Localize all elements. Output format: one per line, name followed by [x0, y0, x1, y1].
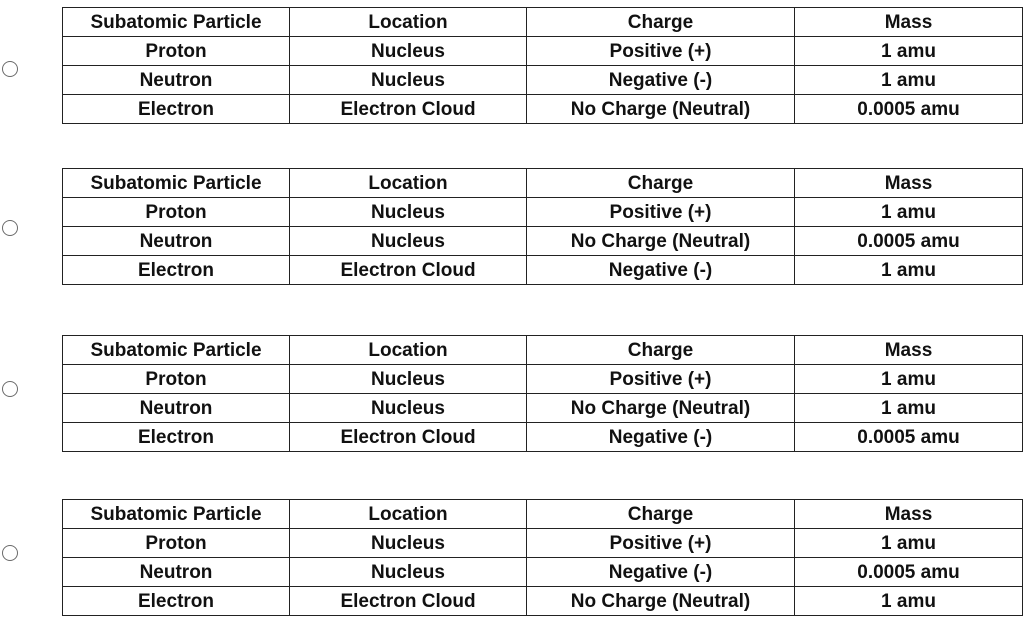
answer-option-d[interactable]	[0, 499, 1024, 617]
table-row	[63, 529, 1023, 558]
header-subatomic-particle: Subatomic Particle	[63, 500, 290, 529]
table-row	[63, 95, 1023, 124]
cell-charge: Positive (+)	[527, 198, 795, 227]
radio-button-d[interactable]	[2, 545, 18, 561]
cell-location: Nucleus	[290, 365, 527, 394]
table-row	[63, 423, 1023, 452]
cell-charge: Negative (-)	[527, 558, 795, 587]
header-location: Location	[290, 169, 527, 198]
header-location: Location	[290, 500, 527, 529]
table-row	[63, 66, 1023, 95]
cell-mass: 1 amu	[795, 66, 1023, 95]
cell-charge: No Charge (Neutral)	[527, 587, 795, 616]
header-charge: Charge	[527, 169, 795, 198]
cell-particle: Electron	[63, 95, 290, 124]
cell-location: Electron Cloud	[290, 95, 527, 124]
table-row	[63, 198, 1023, 227]
radio-button-b[interactable]	[2, 220, 18, 236]
header-charge: Charge	[527, 500, 795, 529]
cell-charge: Negative (-)	[527, 423, 795, 452]
answer-option-b[interactable]	[0, 168, 1024, 286]
cell-particle: Proton	[63, 365, 290, 394]
cell-location: Electron Cloud	[290, 423, 527, 452]
cell-charge: No Charge (Neutral)	[527, 95, 795, 124]
cell-particle: Neutron	[63, 394, 290, 423]
header-subatomic-particle: Subatomic Particle	[63, 336, 290, 365]
cell-mass: 0.0005 amu	[795, 95, 1023, 124]
cell-location: Nucleus	[290, 227, 527, 256]
table-row	[63, 558, 1023, 587]
cell-particle: Electron	[63, 587, 290, 616]
header-location: Location	[290, 336, 527, 365]
cell-charge: No Charge (Neutral)	[527, 227, 795, 256]
cell-charge: Negative (-)	[527, 66, 795, 95]
table-row	[63, 587, 1023, 616]
header-mass: Mass	[795, 8, 1023, 37]
cell-location: Nucleus	[290, 66, 527, 95]
cell-location: Nucleus	[290, 558, 527, 587]
header-subatomic-particle: Subatomic Particle	[63, 169, 290, 198]
table-row	[63, 256, 1023, 285]
cell-particle: Proton	[63, 198, 290, 227]
cell-location: Nucleus	[290, 529, 527, 558]
answer-option-a[interactable]	[0, 7, 1024, 125]
cell-mass: 0.0005 amu	[795, 423, 1023, 452]
cell-mass: 1 amu	[795, 198, 1023, 227]
header-mass: Mass	[795, 169, 1023, 198]
particle-table-a	[62, 7, 1023, 124]
particle-table-c	[62, 335, 1023, 452]
cell-location: Nucleus	[290, 198, 527, 227]
cell-mass: 1 amu	[795, 37, 1023, 66]
cell-charge: Negative (-)	[527, 256, 795, 285]
header-mass: Mass	[795, 500, 1023, 529]
cell-mass: 1 amu	[795, 365, 1023, 394]
radio-button-c[interactable]	[2, 381, 18, 397]
header-subatomic-particle: Subatomic Particle	[63, 8, 290, 37]
table-row	[63, 394, 1023, 423]
header-charge: Charge	[527, 8, 795, 37]
cell-location: Electron Cloud	[290, 256, 527, 285]
cell-charge: No Charge (Neutral)	[527, 394, 795, 423]
cell-particle: Electron	[63, 423, 290, 452]
table-row	[63, 227, 1023, 256]
table-header-row	[63, 336, 1023, 365]
cell-location: Nucleus	[290, 394, 527, 423]
header-location: Location	[290, 8, 527, 37]
particle-table-d	[62, 499, 1023, 616]
header-charge: Charge	[527, 336, 795, 365]
table-header-row	[63, 8, 1023, 37]
cell-mass: 0.0005 amu	[795, 227, 1023, 256]
table-row	[63, 365, 1023, 394]
cell-location: Nucleus	[290, 37, 527, 66]
answer-option-c[interactable]	[0, 335, 1024, 453]
cell-location: Electron Cloud	[290, 587, 527, 616]
table-header-row	[63, 169, 1023, 198]
cell-mass: 1 amu	[795, 529, 1023, 558]
cell-particle: Neutron	[63, 66, 290, 95]
cell-particle: Proton	[63, 529, 290, 558]
cell-charge: Positive (+)	[527, 365, 795, 394]
cell-particle: Electron	[63, 256, 290, 285]
cell-particle: Proton	[63, 37, 290, 66]
cell-particle: Neutron	[63, 227, 290, 256]
cell-charge: Positive (+)	[527, 529, 795, 558]
header-mass: Mass	[795, 336, 1023, 365]
cell-mass: 1 amu	[795, 394, 1023, 423]
cell-mass: 1 amu	[795, 256, 1023, 285]
cell-charge: Positive (+)	[527, 37, 795, 66]
cell-particle: Neutron	[63, 558, 290, 587]
cell-mass: 1 amu	[795, 587, 1023, 616]
table-row	[63, 37, 1023, 66]
particle-table-b	[62, 168, 1023, 285]
radio-button-a[interactable]	[2, 61, 18, 77]
table-header-row	[63, 500, 1023, 529]
cell-mass: 0.0005 amu	[795, 558, 1023, 587]
